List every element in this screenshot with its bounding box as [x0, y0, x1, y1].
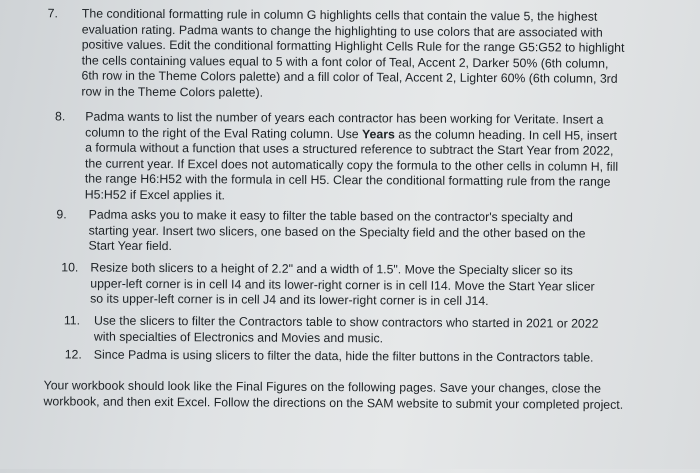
item-text: Since Padma is using slicers to filter the data, hide the filter buttons in the Contractors table.	[93, 347, 594, 365]
item-text: Padma asks you to make it easy to filter the table based on the contractor's specialty and starting year. Insert two slicers, one based on the Specialty field and the other based on the Start Year field.	[88, 207, 586, 254]
item-text: The conditional formatting rule in column G highlights cells that contain the value 5, the highest evaluation rating. Padma wants to change the highlighting to use colors that are associated with positive values. Edit the conditional formatting Highlight Cells Rule for the range G5:G52 to highlight the cells containing values equal to 5 with a font color of Teal, Accent 2, Darker 50% (6th column, 6th row in the Theme Colors palette) and a fill color of Teal, Accent 2, Lighter 60% (6th column, 3rd row in the Theme Colors palette).	[81, 6, 625, 100]
item-text: Padma wants to list the number of years each contractor has been working for Veritate. Insert a column to the right of the Eval Rating column. Use Years as the column heading. In cell H5, insert a formula without a function that uses a structured reference to subtract the Start Year from 2022, the current year. If Excel does not automatically copy the formula to the other cells in column H, fill the range H6:H52 with the formula in cell H5. Clear the conditional formatting rule from the range H5:H52 if Excel applies it.	[84, 109, 619, 203]
years-keyword: Years	[361, 126, 395, 142]
item-number: 9.	[56, 207, 67, 222]
item-number: 12.	[64, 347, 82, 362]
item-number: 10.	[61, 260, 79, 275]
item-number: 11.	[63, 313, 81, 328]
item-number: 8.	[54, 109, 66, 124]
item-text: Resize both slicers to a height of 2.2" and a width of 1.5". Move the Specialty slicer so its upper-left corner is in cell I4 and its lower-right corner is in cell I14. Move the Start Year slicer so its upper-left corner is in cell J4 and its lower-right corner is in cell J14.	[90, 260, 595, 309]
item-text: Use the slicers to filter the Contractors table to show contractors who started in 2021 or 2022 with specialties of Electronics and Movies and music.	[93, 313, 599, 345]
closing-instructions: Your workbook should look like the Final Figures on the following pages. Save your changes, close the workbook, and then exit Excel. Follow the directions on the SAM website to submit your completed project.	[43, 378, 624, 412]
item-number: 7.	[47, 6, 58, 21]
